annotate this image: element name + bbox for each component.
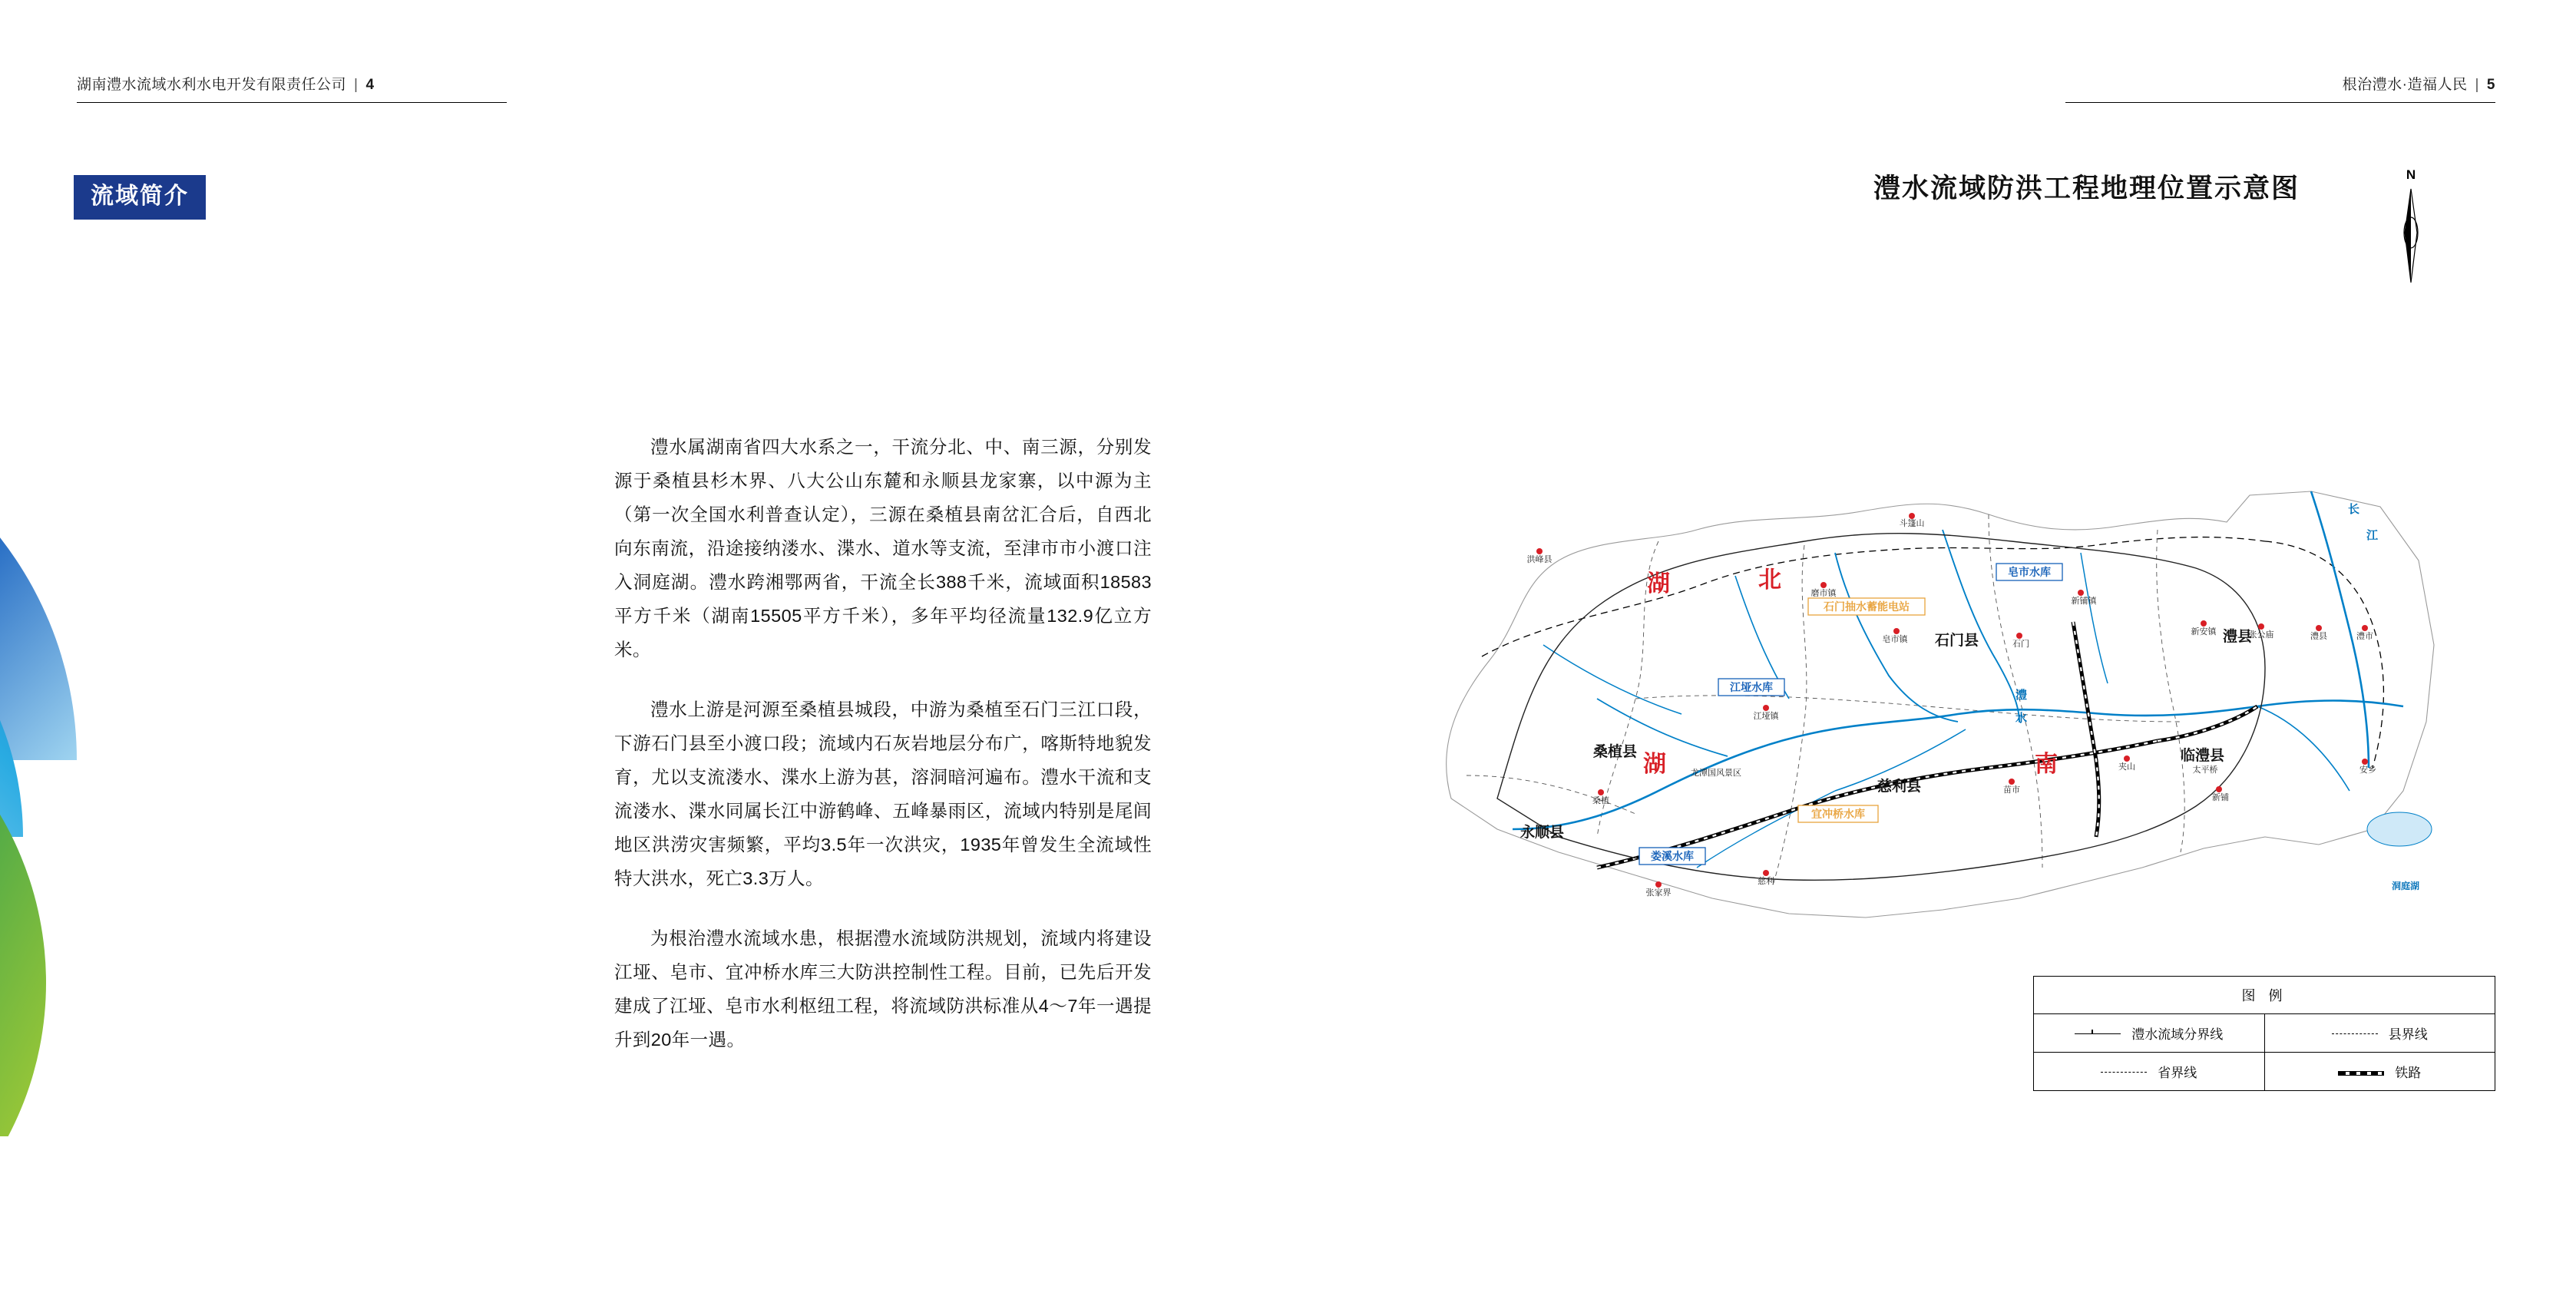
left-running-head-text: 湖南澧水流域水利水电开发有限责任公司 [77,77,347,93]
legend-item-label: 铁路 [2395,1066,2422,1080]
legend-row [2034,1052,2495,1090]
map-town-label: 慈利 [1758,877,1774,886]
map-reservoir-label: 宜冲桥水库 [1811,808,1865,820]
map-town-label: 张公庙 [2248,630,2274,640]
map-reservoir-label: 江垭水库 [1730,681,1773,693]
map-legend [2033,976,2495,1091]
map-station-label: 石门抽水蓄能电站 [1824,600,1910,613]
right-page-number: 5 [2486,77,2495,93]
map-town-label: 桑植 [1592,796,1609,805]
left-page-number: 4 [365,77,375,93]
legend-item-label: 澧水流域分界线 [2131,1027,2224,1042]
legend-item-basin-boundary [2034,1014,2264,1052]
legend-item-label: 省界线 [2158,1066,2197,1080]
compass-north-label: N [2406,167,2416,182]
legend-item-railway [2264,1053,2495,1090]
map-town-label: 张家界 [1645,888,1672,898]
left-running-head-separator: | [354,77,359,93]
map-river-label: 长 [2348,503,2360,516]
map-reservoir-label: 娄溪水库 [1651,850,1694,862]
body-text-column [614,430,1152,1083]
right-header-rule [2065,102,2495,103]
map-town-label: 皂市镇 [1882,635,1908,644]
map-title: 澧水流域防洪工程地理位置示意图 [1873,174,2300,203]
map-province-label: 湖 [1643,752,1666,777]
map-town-label: 安乡 [2359,765,2376,775]
province-boundary-icon [2101,1068,2147,1076]
legend-title: 图 例 [2241,988,2287,1003]
map-county-label: 慈利县 [1877,779,1922,795]
map-water-label: 洞庭湖 [2392,881,2420,891]
map-town-label: 磨市镇 [1810,589,1837,598]
paragraph-1: 澧水属湖南省四大水系之一，干流分北、中、南三源，分别发源于桑植县杉木界、八大公山东麓和永顺县龙家寨，以中源为主（第一次全国水利普查认定），三源在桑植县南岔汇合后，自西北向东南流，沿途接纳溇水、渫水、道水等支流，至津市市小渡口注入洞庭湖。澧水跨湘鄂两省，干流全长388千米，流域面积18583平方千米（湖南15505平方千米），多年平均径流量132.9亿立方米。 [614,437,1152,660]
map-river-label: 水 [2015,712,2028,725]
map-town-label: 石门 [2012,640,2029,649]
map-town-label: 夹山 [2118,762,2135,772]
map-town-label: 斗篷山 [1899,519,1925,528]
map-town-label: 新铺镇 [2071,597,2097,606]
map-province-label: 北 [1758,567,1781,593]
map-county-label: 桑植县 [1593,744,1638,760]
left-header-rule [77,102,507,103]
map-town-label: 太平桥 [2192,765,2218,775]
basin-map [1405,322,2503,1090]
section-title: 流域简介 [74,175,206,220]
map-reservoir-label: 皂市水库 [2008,566,2051,578]
map-province-label: 湖 [1647,571,1670,597]
right-running-head-text: 根治澧水·造福人民 [2342,77,2468,93]
left-running-head [77,73,375,94]
decorative-swirl [0,399,346,1136]
map-river-label: 澧 [2015,689,2028,702]
map-town-label: 澧市 [2356,632,2373,641]
map-town-label: 龙潭国风景区 [1691,769,1741,778]
right-running-head [2343,73,2495,94]
legend-row [2034,1013,2495,1052]
map-town-label: 洪峰县 [1526,555,1553,564]
map-town-label: 新安镇 [2191,627,2217,636]
basin-boundary-icon [2075,1030,2121,1037]
legend-item-label: 县界线 [2388,1027,2428,1042]
map-town-label: 新铺 [2212,793,2229,802]
map-river-label: 江 [2366,529,2379,542]
map-county-label: 永顺县 [1520,825,1565,841]
compass-rose [2388,167,2434,290]
map-county-label: 澧县 [2223,629,2253,645]
map-county-label: 临澧县 [2181,748,2225,764]
map-town-label: 澧县 [2310,632,2327,641]
paragraph-3: 为根治澧水流域水患，根据澧水流域防洪规划，流域内将建设江垭、皂市、宜冲桥水库三大防洪控制性工程。目前，已先后开发建成了江垭、皂市水利枢纽工程，将流域防洪标准从4～7年一遇提升到20年一遇。 [614,928,1152,1050]
legend-item-province-boundary [2034,1053,2264,1090]
county-boundary-icon [2332,1030,2378,1037]
railway-icon [2338,1071,2384,1076]
paragraph-2: 澧水上游是河源至桑植县城段，中游为桑植至石门三江口段，下游石门县至小渡口段；流域内石灰岩地层分布广，喀斯特地貌发育，尤以支流溇水、渫水上游为甚，溶洞暗河遍布。澧水干流和支流溇水、渫水同属长江中游鹤峰、五峰暴雨区，流域内特别是尾闾地区洪涝灾害频繁，平均3.5年一次洪灾，1935年曾发生全流域性特大洪水，死亡3.3万人。 [614,699,1152,888]
map-town-label: 江垭镇 [1753,712,1779,721]
legend-item-county-boundary [2264,1014,2495,1052]
map-town-label: 苗市 [2003,785,2020,795]
right-running-head-separator: | [2475,77,2479,93]
map-province-label: 南 [2035,752,2058,777]
map-county-label: 石门县 [1935,633,1979,649]
